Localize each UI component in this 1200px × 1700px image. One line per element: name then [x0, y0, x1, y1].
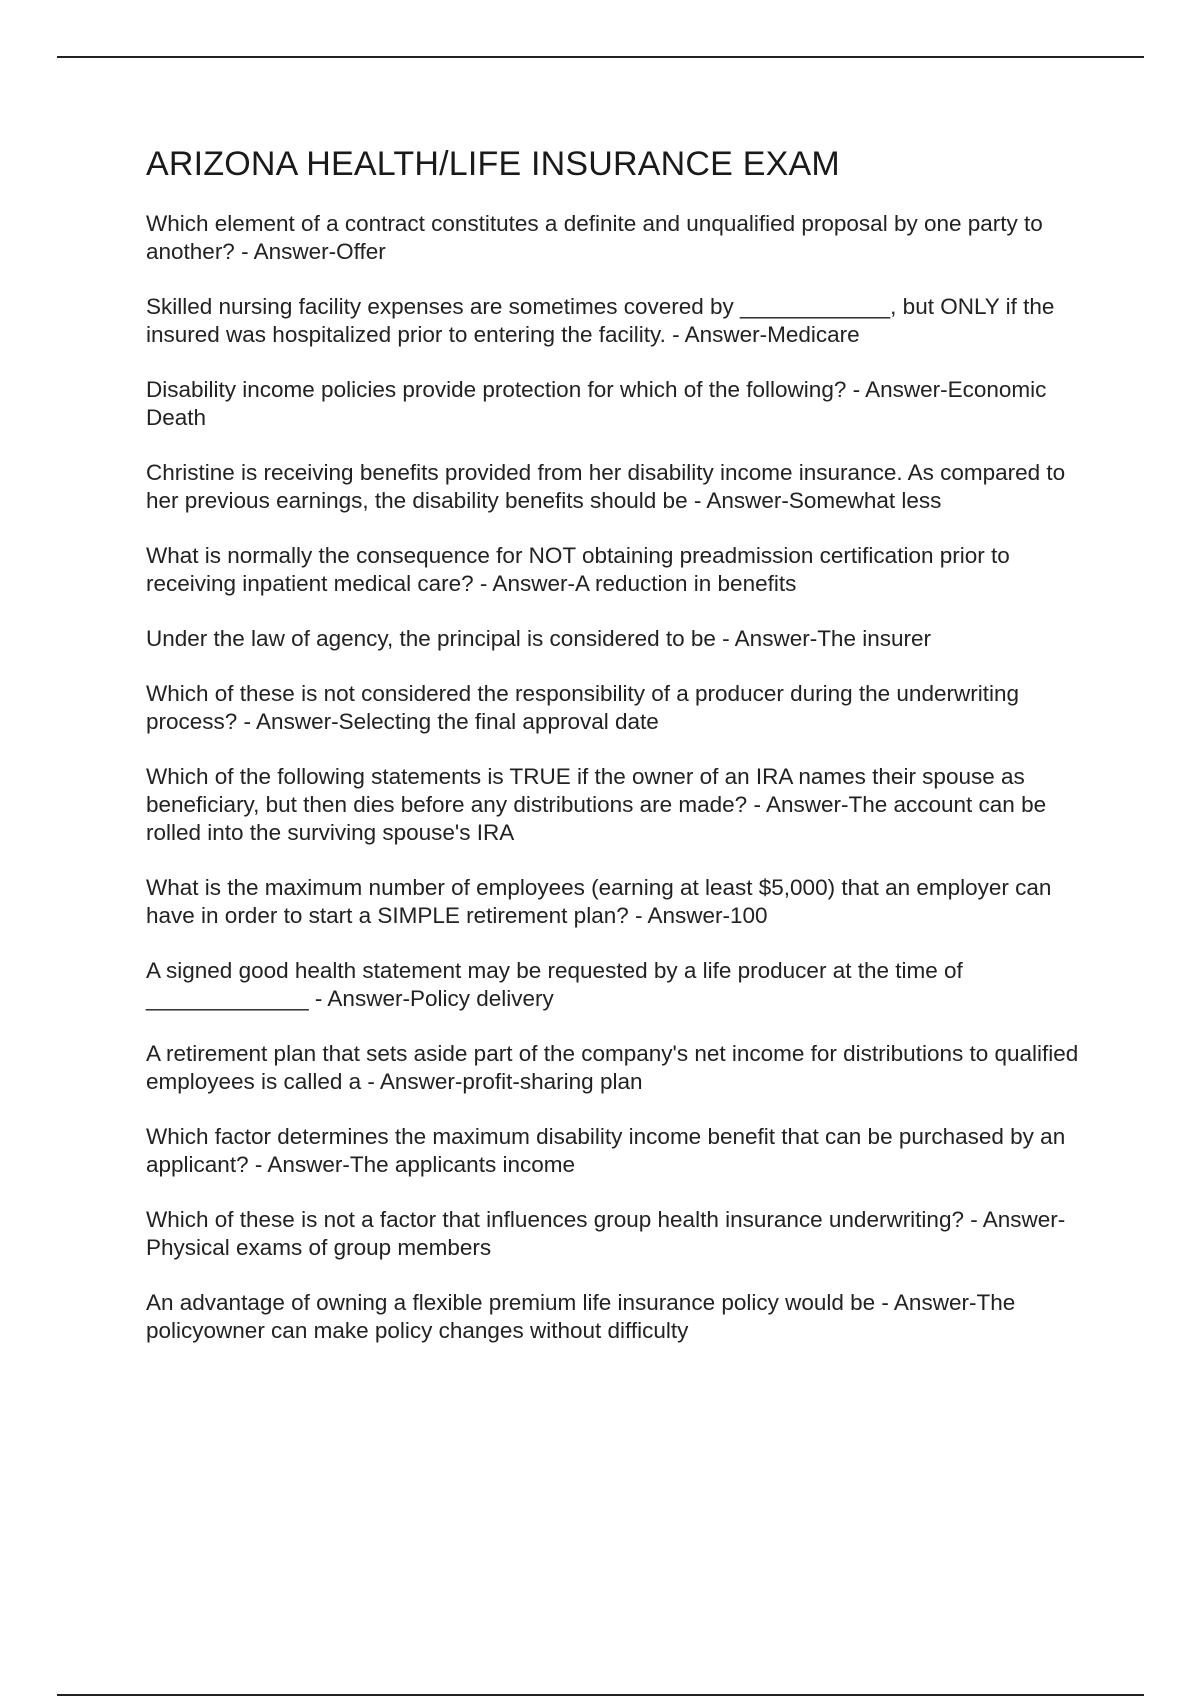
- qa-item: Which factor determines the maximum disability income benefit that can be purchased by an applicant? - Answer-The applicants income: [146, 1124, 1066, 1177]
- qa-item: Which of the following statements is TRUE if the owner of an IRA names their spouse as beneficiary, but then dies before any distributions are made? - Answer-The account can be rolled into the surviving spouse's IRA: [146, 764, 1047, 845]
- top-rule: [57, 56, 1144, 58]
- bottom-rule: [57, 1694, 1144, 1696]
- qa-item: What is normally the consequence for NOT obtaining preadmission certification prior to receiving inpatient medical care? - Answer-A reduction in benefits: [146, 543, 1010, 596]
- qa-item: Which of these is not a factor that influences group health insurance underwriting? - Answer-Physical exams of group members: [146, 1207, 1066, 1260]
- qa-item: Under the law of agency, the principal is considered to be - Answer-The insurer: [146, 626, 931, 651]
- qa-item: Which element of a contract constitutes a definite and unqualified proposal by one party to another? - Answer-Offer: [146, 211, 1043, 264]
- qa-item: What is the maximum number of employees (earning at least $5,000) that an employer can have in order to start a SIMPLE retirement plan? - Answer-100: [146, 875, 1052, 928]
- qa-item: Christine is receiving benefits provided from her disability income insurance. As compared to her previous earnings, the disability benefits should be - Answer-Somewhat less: [146, 460, 1066, 513]
- qa-item: Skilled nursing facility expenses are sometimes covered by ____________, but ONLY if the insured was hospitalized prior to entering the facility. - Answer-Medicare: [146, 294, 1055, 347]
- document-title: ARIZONA HEALTH/LIFE INSURANCE EXAM: [146, 145, 840, 183]
- qa-item: Which of these is not considered the responsibility of a producer during the underwriting process? - Answer-Selecting the final approval date: [146, 681, 1019, 734]
- qa-item: Disability income policies provide protection for which of the following? - Answer-Economic Death: [146, 377, 1047, 430]
- qa-list: [146, 210, 1086, 1345]
- qa-item: A signed good health statement may be requested by a life producer at the time of _____________ - Answer-Policy delivery: [146, 958, 963, 1011]
- document-body: [146, 142, 1086, 1372]
- qa-item: A retirement plan that sets aside part of the company's net income for distributions to qualified employees is called a - Answer-profit-sharing plan: [146, 1041, 1079, 1094]
- qa-item: An advantage of owning a flexible premium life insurance policy would be - Answer-The policyowner can make policy changes without difficulty: [146, 1290, 1016, 1343]
